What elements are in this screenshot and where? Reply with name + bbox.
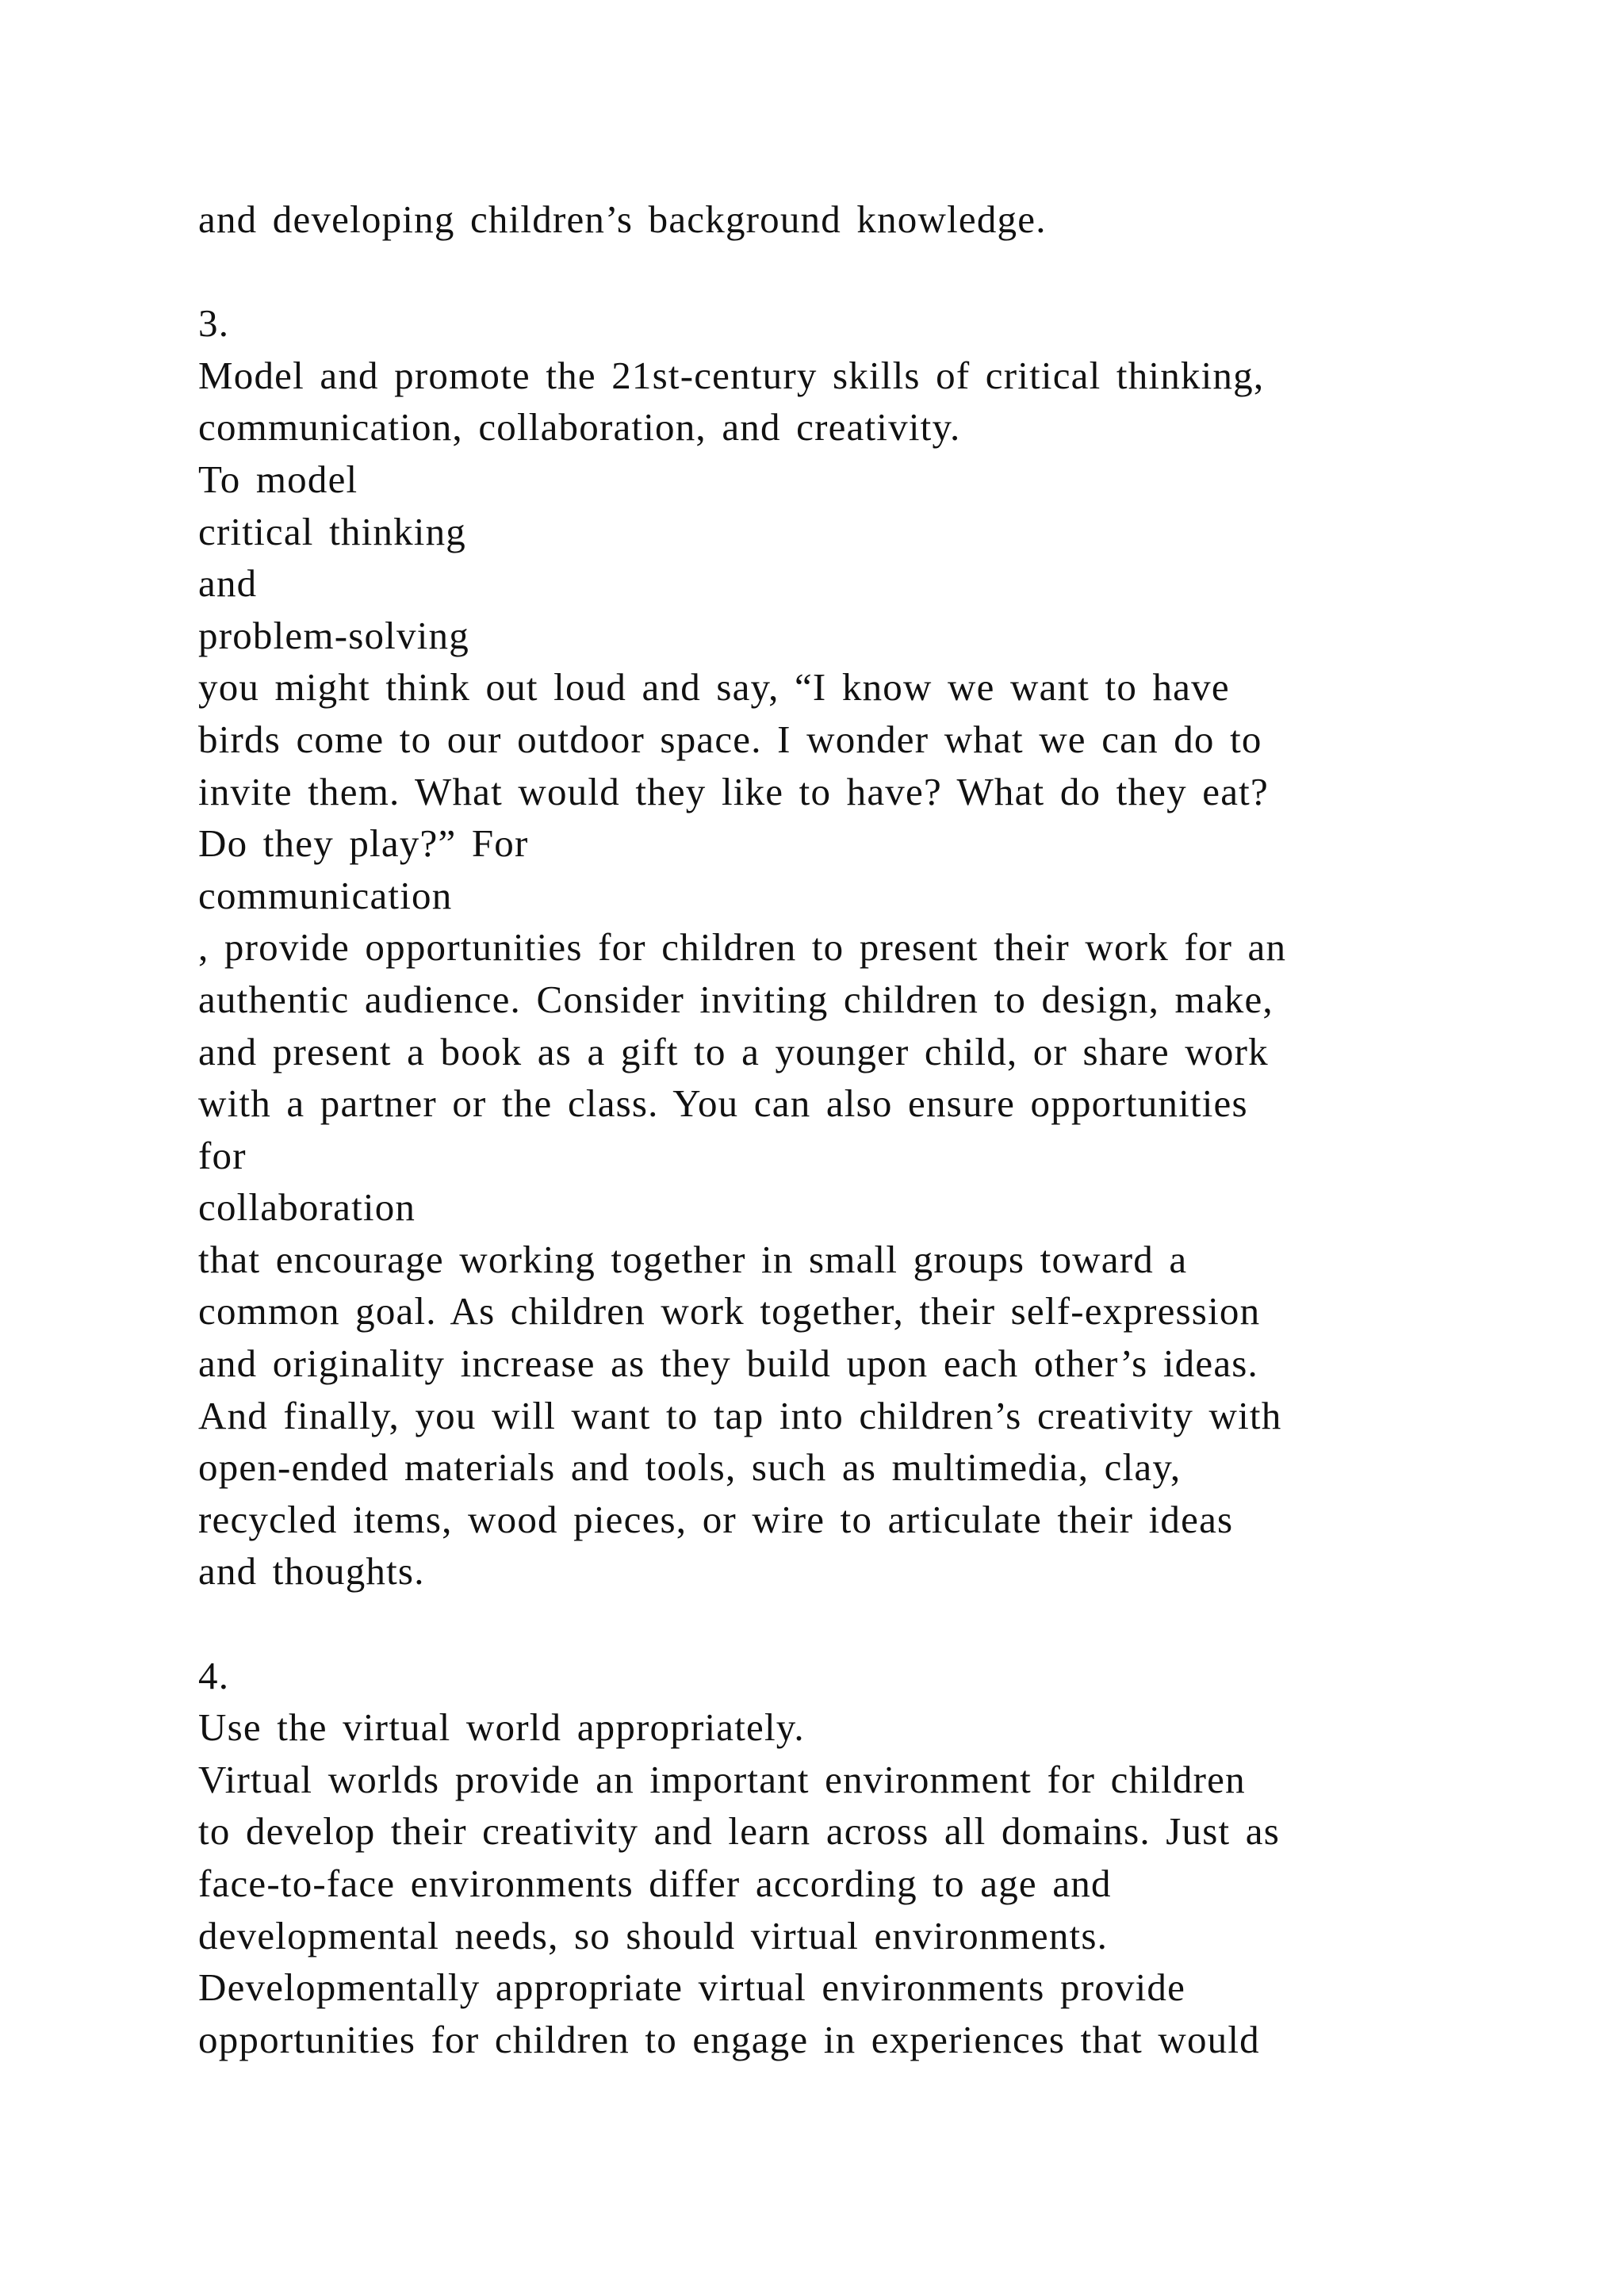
text-line: face-to-face environments differ according to age and [198,1862,1112,1905]
text-line: authentic audience. Consider inviting children to design, make, [198,977,1274,1021]
section-heading-3-cont: communication, collaboration, and creativity. [198,405,961,450]
document-body [198,193,1483,2065]
text-line: birds come to our outdoor space. I wonder what we can do to [198,717,1262,761]
text-line: that encourage working together in small groups toward a [198,1237,1188,1281]
text-line: and thoughts. [198,1549,425,1594]
text-line: invite them. What would they like to have? What do they eat? [198,769,1269,813]
text-line: problem-solving [198,613,469,657]
text-line: and [198,561,258,606]
blank-line [198,246,1483,298]
text-line: to develop their creativity and learn across all domains. Just as [198,1809,1281,1854]
text-line: you might think out loud and say, “I know we want to have [198,665,1230,710]
text-line: open-ended materials and tools, such as multimedia, clay, [198,1445,1182,1490]
text-line: And finally, you will want to tap into children’s creativity with [198,1393,1282,1437]
text-line: opportunities for children to engage in experiences that would [198,2017,1260,2061]
text-line: To model [198,457,358,501]
text-line: communication [198,873,453,917]
text-line: and present a book as a gift to a younger child, or share work [198,1029,1269,1073]
text-line: and developing children’s background knowledge. [198,197,1047,241]
text-line: critical thinking [198,509,467,553]
text-line: Virtual worlds provide an important environment for children [198,1757,1246,1801]
text-line: Do they play?” For [198,821,529,866]
text-line: recycled items, wood pieces, or wire to articulate their ideas [198,1497,1234,1541]
text-line: with a partner or the class. You can also ensure opportunities [198,1081,1248,1126]
text-line: common goal. As children work together, their self-expression [198,1289,1261,1334]
section-heading-3: Model and promote the 21st-century skills of critical thinking, [198,353,1265,397]
section-heading-4: Use the virtual world appropriately. [198,1705,805,1750]
text-line: developmental needs, so should virtual environments. [198,1913,1109,1957]
text-line: , provide opportunities for children to present their work for an [198,925,1287,970]
section-number-4: 4. [198,1653,230,1697]
text-line: and originality increase as they build upon each other’s ideas. [198,1341,1258,1386]
text-line: Developmentally appropriate virtual environments provide [198,1965,1186,2010]
blank-line [198,1598,1483,1650]
section-number-3: 3. [198,301,230,346]
text-line: for [198,1133,247,1177]
text-line: collaboration [198,1185,416,1230]
